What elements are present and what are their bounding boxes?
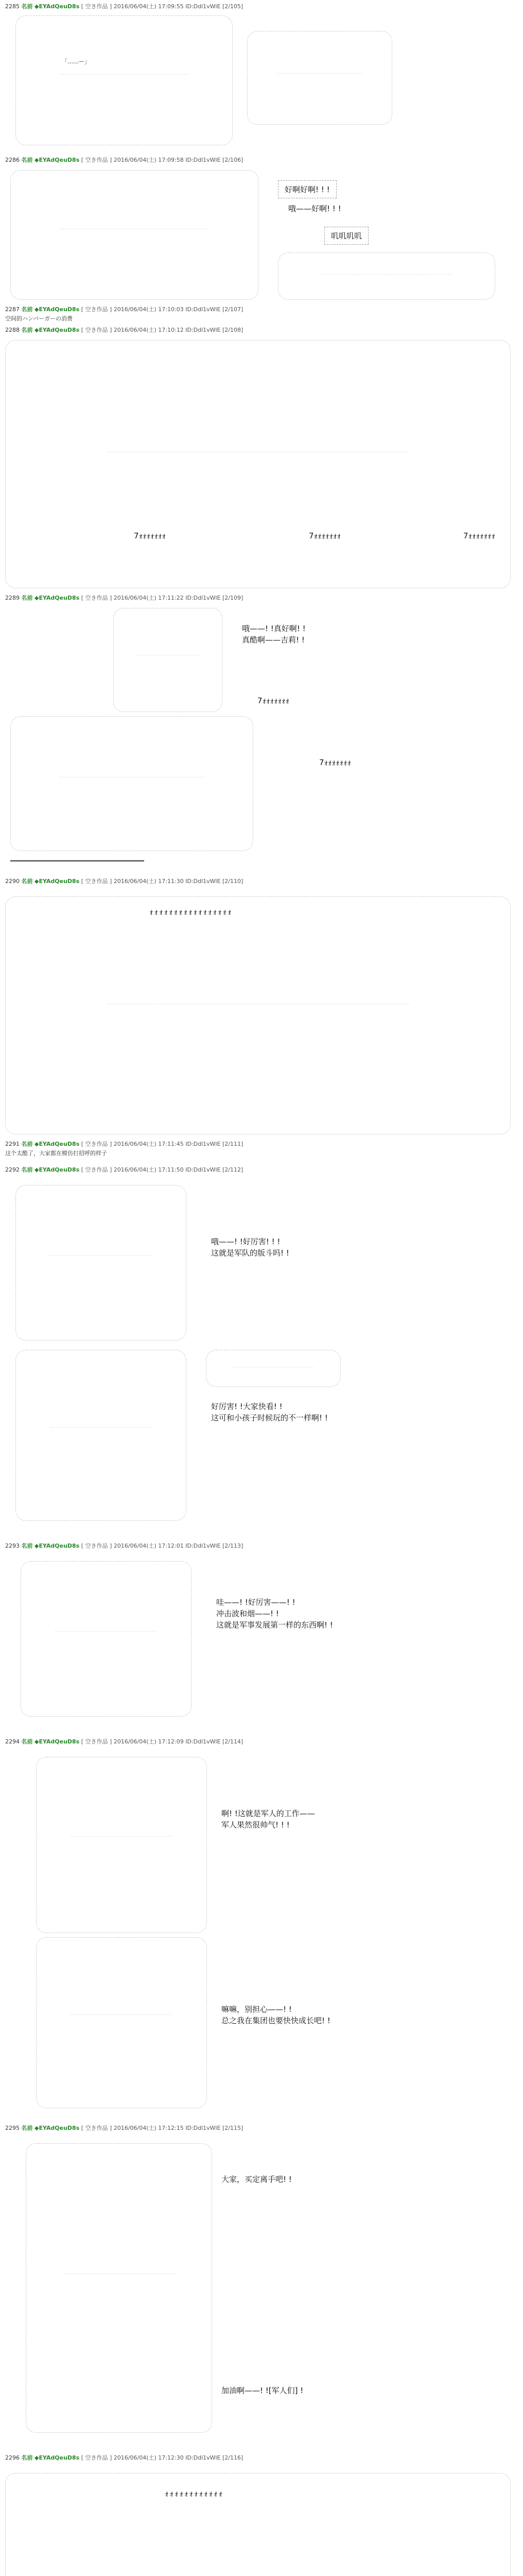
poster-name[interactable]: 名前 [21, 1141, 33, 1147]
speech-text: 7ｫｫｫｫｫｫｫ [309, 531, 341, 540]
ascii-art [10, 716, 253, 851]
ascii-art [36, 1757, 207, 1933]
post-header [5, 1738, 243, 1745]
ascii-art [206, 1350, 341, 1387]
poster-trip: ◆EYAdQeuD8s [34, 878, 80, 885]
ascii-art [36, 1937, 207, 2108]
speech-text: 冲击波和烟——! ! [216, 1609, 279, 1618]
speech-text: 哦——! !真好啊! ! [242, 624, 306, 633]
speech-text: 7ｫｫｫｫｫｫｫ [134, 531, 166, 540]
ascii-art [10, 170, 258, 300]
post-meta: [ 空き作品 ] 2016/06/04(土) 17:10:03 ID:Ddl1vWlE [2/107] [81, 306, 243, 313]
post-note: 空间的ハンバーガーの消费 [5, 315, 73, 322]
post-meta: [ 空き作品 ] 2016/06/04(土) 17:12:09 ID:Ddl1vWlE [2/114] [81, 1738, 243, 1745]
ascii-art [26, 2143, 212, 2433]
post-number: 2295 [5, 2125, 20, 2131]
post-header [5, 595, 243, 602]
speech-text: 这可和小孩子时候玩的不一样啊! ! [211, 1413, 328, 1422]
speech-text: 好厉害! !大家快看! ! [211, 1402, 283, 1411]
speech-text: 7ｫｫｫｫｫｫｫ [463, 531, 496, 540]
post-header [5, 1543, 243, 1550]
post-meta: [ 空き作品 ] 2016/06/04(土) 17:09:58 ID:Ddl1vWlE [2/106] [81, 157, 243, 163]
post-number: 2289 [5, 595, 20, 601]
post-meta: [ 空き作品 ] 2016/06/04(土) 17:12:15 ID:Ddl1vWlE [2/115] [81, 2125, 243, 2131]
post-number: 2285 [5, 3, 20, 10]
poster-trip: ◆EYAdQeuD8s [34, 1141, 80, 1147]
speech-text: 大家，买定离手吧! ! [221, 2175, 292, 2184]
post-header [5, 157, 243, 164]
ascii-art [5, 2473, 511, 2576]
post-meta: [ 空き作品 ] 2016/06/04(土) 17:11:30 ID:Ddl1vWlE [2/110] [81, 878, 243, 885]
post-number: 2296 [5, 2454, 20, 2461]
post-note: 这个太酷了，大家都在模仿打招呼的样子 [5, 1150, 107, 1157]
post-meta: [ 空き作品 ] 2016/06/04(土) 17:12:30 ID:Ddl1vWlE [2/116] [81, 2454, 243, 2461]
post-meta: [ 空き作品 ] 2016/06/04(土) 17:11:50 ID:Ddl1vWlE [2/112] [81, 1166, 243, 1173]
post-header [5, 327, 243, 334]
poster-name[interactable]: 名前 [21, 2454, 33, 2461]
poster-trip: ◆EYAdQeuD8s [34, 2125, 80, 2131]
speech-text: 哇——! !好厉害——! ! [216, 1598, 295, 1607]
post-header [5, 1166, 243, 1174]
ascii-art [247, 31, 392, 125]
post-meta: [ 空き作品 ] 2016/06/04(土) 17:10:12 ID:Ddl1vWlE [2/108] [81, 327, 243, 333]
ascii-art [15, 15, 233, 145]
post-meta: [ 空き作品 ] 2016/06/04(土) 17:11:45 ID:Ddl1vWlE [2/111] [81, 1141, 243, 1147]
speech-text: 这就是军事发展第一样的东西啊! ! [216, 1620, 333, 1630]
post-header [5, 1141, 243, 1148]
poster-trip: ◆EYAdQeuD8s [34, 1166, 80, 1173]
post-header [5, 878, 243, 885]
speech-text: 啊! !这就是军人的工作—— [221, 1809, 315, 1818]
post-header [5, 306, 243, 313]
poster-trip: ◆EYAdQeuD8s [34, 595, 80, 601]
post-number: 2288 [5, 327, 20, 333]
post-number: 2293 [5, 1543, 20, 1549]
poster-name[interactable]: 名前 [21, 1166, 33, 1173]
ascii-art [15, 1185, 186, 1341]
poster-trip: ◆EYAdQeuD8s [34, 1738, 80, 1745]
post-number: 2291 [5, 1141, 20, 1147]
poster-name[interactable]: 名前 [21, 157, 33, 163]
poster-name[interactable]: 名前 [21, 3, 33, 10]
speech-text: 总之我在集团也要快快成长吧! ! [221, 2016, 330, 2025]
speech-text: 加油啊——! ![军人们] ! [221, 2386, 304, 2395]
speech-bubble: 叽叽叽叽 [324, 227, 369, 245]
speech-text: 这就是军队的版斗吗! ! [211, 1248, 289, 1258]
post-number: 2287 [5, 306, 20, 313]
poster-trip: ◆EYAdQeuD8s [34, 3, 80, 10]
ascii-art [278, 252, 495, 300]
speech-text: ｫｫｫｫｫｫｫｫｫｫｫｫ [165, 2489, 224, 2498]
poster-name[interactable]: 名前 [21, 327, 33, 333]
ascii-art [21, 1561, 191, 1717]
speech-text: 「……ー」 [62, 58, 90, 65]
post-meta: [ 空き作品 ] 2016/06/04(土) 17:09:55 ID:Ddl1vWlE [2/105] [81, 3, 243, 10]
post-number: 2292 [5, 1166, 20, 1173]
poster-trip: ◆EYAdQeuD8s [34, 157, 80, 163]
speech-text: 军人果然很帅气! ! ! [221, 1820, 290, 1829]
post-number: 2286 [5, 157, 20, 163]
post-number: 2294 [5, 1738, 20, 1745]
speech-text: ｫｫｫｫｫｫｫｫｫｫｫｫｫｫｫｫｫ [149, 907, 233, 917]
ascii-art [15, 1350, 186, 1521]
ascii-art [113, 608, 222, 712]
poster-name[interactable]: 名前 [21, 1543, 33, 1549]
speech-text: 哦——好啊! ! ! [288, 204, 341, 213]
poster-trip: ◆EYAdQeuD8s [34, 2454, 80, 2461]
post-header [5, 2125, 243, 2132]
speech-text: 真酷啊——吉莉! ! [242, 635, 305, 645]
poster-trip: ◆EYAdQeuD8s [34, 1543, 80, 1549]
ascii-art [5, 340, 511, 588]
speech-text: 7ｫｫｫｫｫｫｫ [257, 696, 290, 705]
poster-trip: ◆EYAdQeuD8s [34, 327, 80, 333]
poster-name[interactable]: 名前 [21, 1738, 33, 1745]
poster-name[interactable]: 名前 [21, 306, 33, 313]
post-meta: [ 空き作品 ] 2016/06/04(土) 17:11:22 ID:Ddl1vWlE [2/109] [81, 595, 243, 601]
speech-text: 7ｫｫｫｫｫｫｫ [319, 758, 352, 767]
speech-bubble: 好啊好啊! ! ! [278, 180, 337, 198]
post-header [5, 3, 243, 10]
poster-name[interactable]: 名前 [21, 2125, 33, 2131]
post-header [5, 2454, 243, 2462]
post-number: 2290 [5, 878, 20, 885]
poster-trip: ◆EYAdQeuD8s [34, 306, 80, 313]
poster-name[interactable]: 名前 [21, 595, 33, 601]
poster-name[interactable]: 名前 [21, 878, 33, 885]
speech-text: 哦——! !好厉害! ! ! [211, 1237, 281, 1246]
post-meta: [ 空き作品 ] 2016/06/04(土) 17:12:01 ID:Ddl1vWlE [2/113] [81, 1543, 243, 1549]
speech-text: 嘛嘛，别担心——! ! [221, 2005, 292, 2014]
ascii-art [5, 896, 511, 1134]
divider [10, 860, 144, 861]
